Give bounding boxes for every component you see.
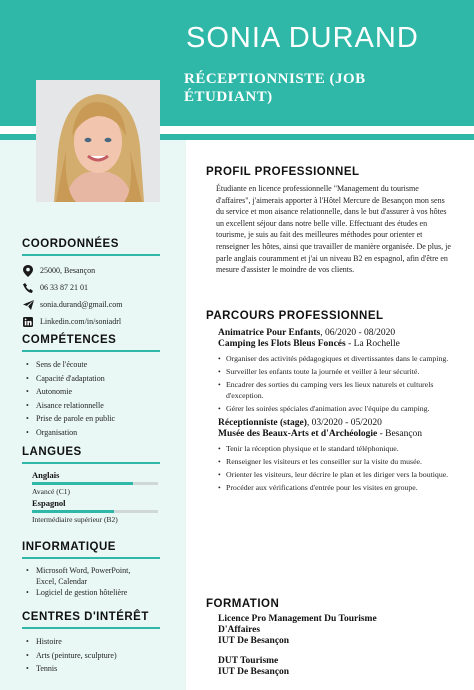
profile-title: PROFIL PROFESSIONNEL — [206, 166, 360, 178]
education-school: IUT De Besançon — [218, 667, 290, 677]
experience-place-name: Musée des Beaux-Arts et d'Archéologie — [218, 429, 378, 439]
computer-skills-section — [22, 541, 172, 598]
experience-city: - Besançon — [377, 429, 423, 439]
experience-tasks — [218, 443, 458, 493]
job-title-line-1: RÉCEPTIONNISTE (JOB — [184, 71, 366, 87]
experience-place — [218, 429, 458, 440]
experience-role — [218, 418, 458, 429]
contact-title-underline — [22, 254, 160, 256]
list-item: • Capacité d'adaptation — [22, 372, 172, 386]
education-degree: DUT Tourisme — [218, 656, 279, 666]
experience-title: PARCOURS PROFESSIONNEL — [206, 310, 384, 322]
list-item: • Sens de l'écoute — [22, 358, 172, 372]
candidate-name: SONIA DURAND — [186, 22, 419, 54]
language-level-fill — [32, 510, 114, 513]
list-item: • Arts (peinture, sculpture) — [22, 649, 172, 663]
computer-skills-title: INFORMATIQUE — [22, 541, 116, 553]
experience-tasks — [218, 353, 458, 414]
contact-phone-text: 06 33 87 21 01 — [40, 283, 88, 292]
list-item: • Procéder aux vérifications d'entrée pour les visites en groupe. — [218, 482, 458, 493]
list-item: • Histoire — [22, 635, 172, 649]
interests-title: CENTRES D'INTÉRÊT — [22, 611, 149, 623]
experience-city: - La Rochelle — [345, 339, 400, 349]
education-section — [206, 598, 458, 678]
computer-skills-list — [22, 565, 172, 598]
list-item: • Organisation — [22, 426, 172, 440]
profile-section — [206, 166, 458, 276]
list-item: • Prise de parole en public — [22, 412, 172, 426]
list-item: • Orienter les visiteurs, leur décrire le plan et les diriger vers la boutique. — [218, 469, 458, 480]
skills-title-underline — [22, 350, 160, 352]
location-pin-icon — [22, 265, 34, 277]
education-degree: Licence Pro Management Du Tourisme — [218, 614, 377, 624]
interests-title-underline — [22, 627, 160, 629]
contact-email[interactable] — [22, 296, 172, 313]
list-item: • Gérer les soirées spéciales d'animation avec l'équipe du camping. — [218, 403, 458, 414]
contact-phone — [22, 279, 172, 296]
experience-item — [206, 418, 458, 493]
profile-text: Étudiante en licence professionnelle "Management du tourisme d'affaires", j'aimerais apporter à l'Hôtel Mercure de Besançon mon sens du service et mon aisance relationnelle, dans le but d'assurer à vos hôtes un excellent séjour dans notre belle ville. Effectuant des études en tourisme, je suis au fait des meilleures méthodes pour orienter et renseigner les hôtes, ainsi que travailler de manière organisée. De plus, je parle anglais couramment et j'ai un niveau B2 en espagnol, afin d'être en mesure d'assister le moindre de vos clients. — [216, 184, 451, 275]
education-school: IUT De Besançon — [218, 636, 290, 646]
job-title-line-2: ÉTUDIANT) — [184, 89, 273, 105]
experience-dates: , 03/2020 - 05/2020 — [306, 418, 382, 428]
language-level-fill — [32, 482, 133, 485]
experience-place-name: Camping les Flots Bleus Foncés — [218, 339, 346, 349]
interests-list — [22, 635, 172, 676]
language-level: Avancé (C1) — [32, 487, 70, 496]
contact-address-text: 25000, Besançon — [40, 266, 96, 275]
languages-title: LANGUES — [22, 446, 82, 458]
education-title: FORMATION — [206, 598, 280, 610]
contact-title: COORDONNÉES — [22, 238, 119, 250]
contact-linkedin[interactable] — [22, 313, 172, 330]
list-item: • Encadrer des sorties du camping vers les lieux naturels et culturels d'exception. — [218, 379, 458, 401]
contact-linkedin-text[interactable]: Linkedin.com/in/soniadrl — [40, 317, 122, 326]
language-name: Anglais — [32, 470, 60, 480]
language-level-bar — [32, 510, 158, 513]
list-item: • Organiser des activités pédagogiques et divertissantes dans le camping. — [218, 353, 458, 364]
list-item: • Tenir la réception physique et le standard téléphonique. — [218, 443, 458, 454]
experience-role-name: Réceptionniste (stage) — [218, 418, 307, 428]
experience-item — [206, 328, 458, 414]
experience-dates: , 06/2020 - 08/2020 — [320, 328, 396, 338]
job-title — [184, 70, 454, 106]
interests-section — [22, 611, 172, 676]
languages-section — [22, 446, 172, 526]
education-degree-cont: D'Affaires — [218, 625, 261, 635]
list-item: • Aisance relationnelle — [22, 399, 172, 413]
contact-address — [22, 262, 172, 279]
contact-section — [22, 238, 172, 330]
paper-plane-icon — [22, 299, 34, 311]
list-item: • Autonomie — [22, 385, 172, 399]
language-name: Espagnol — [32, 498, 66, 508]
phone-icon — [22, 282, 34, 294]
language-level: Intermédiaire supérieur (B2) — [32, 515, 118, 524]
education-item — [206, 614, 458, 647]
experience-role — [218, 328, 458, 339]
list-item: • Logiciel de gestion hôtelière — [22, 587, 172, 598]
experience-place — [218, 339, 458, 350]
list-item: • Surveiller les enfants toute la journée et veiller à leur sécurité. — [218, 366, 458, 377]
education-item — [206, 656, 458, 678]
contact-email-text[interactable]: sonia.durand@gmail.com — [40, 300, 123, 309]
languages-title-underline — [22, 462, 160, 464]
computer-skills-title-underline — [22, 557, 160, 559]
skills-section — [22, 334, 172, 439]
list-item: • Microsoft Word, PowerPoint, Excel, Calendar — [22, 565, 152, 587]
skills-title: COMPÉTENCES — [22, 334, 117, 346]
language-level-bar — [32, 482, 158, 485]
list-item: • Renseigner les visiteurs et les conseiller sur la visite du musée. — [218, 456, 458, 467]
experience-role-name: Animatrice Pour Enfants — [218, 328, 321, 338]
profile-photo — [36, 80, 160, 202]
linkedin-icon — [22, 316, 34, 328]
experience-section — [206, 310, 458, 495]
skills-list — [22, 358, 172, 439]
list-item: • Tennis — [22, 662, 172, 676]
